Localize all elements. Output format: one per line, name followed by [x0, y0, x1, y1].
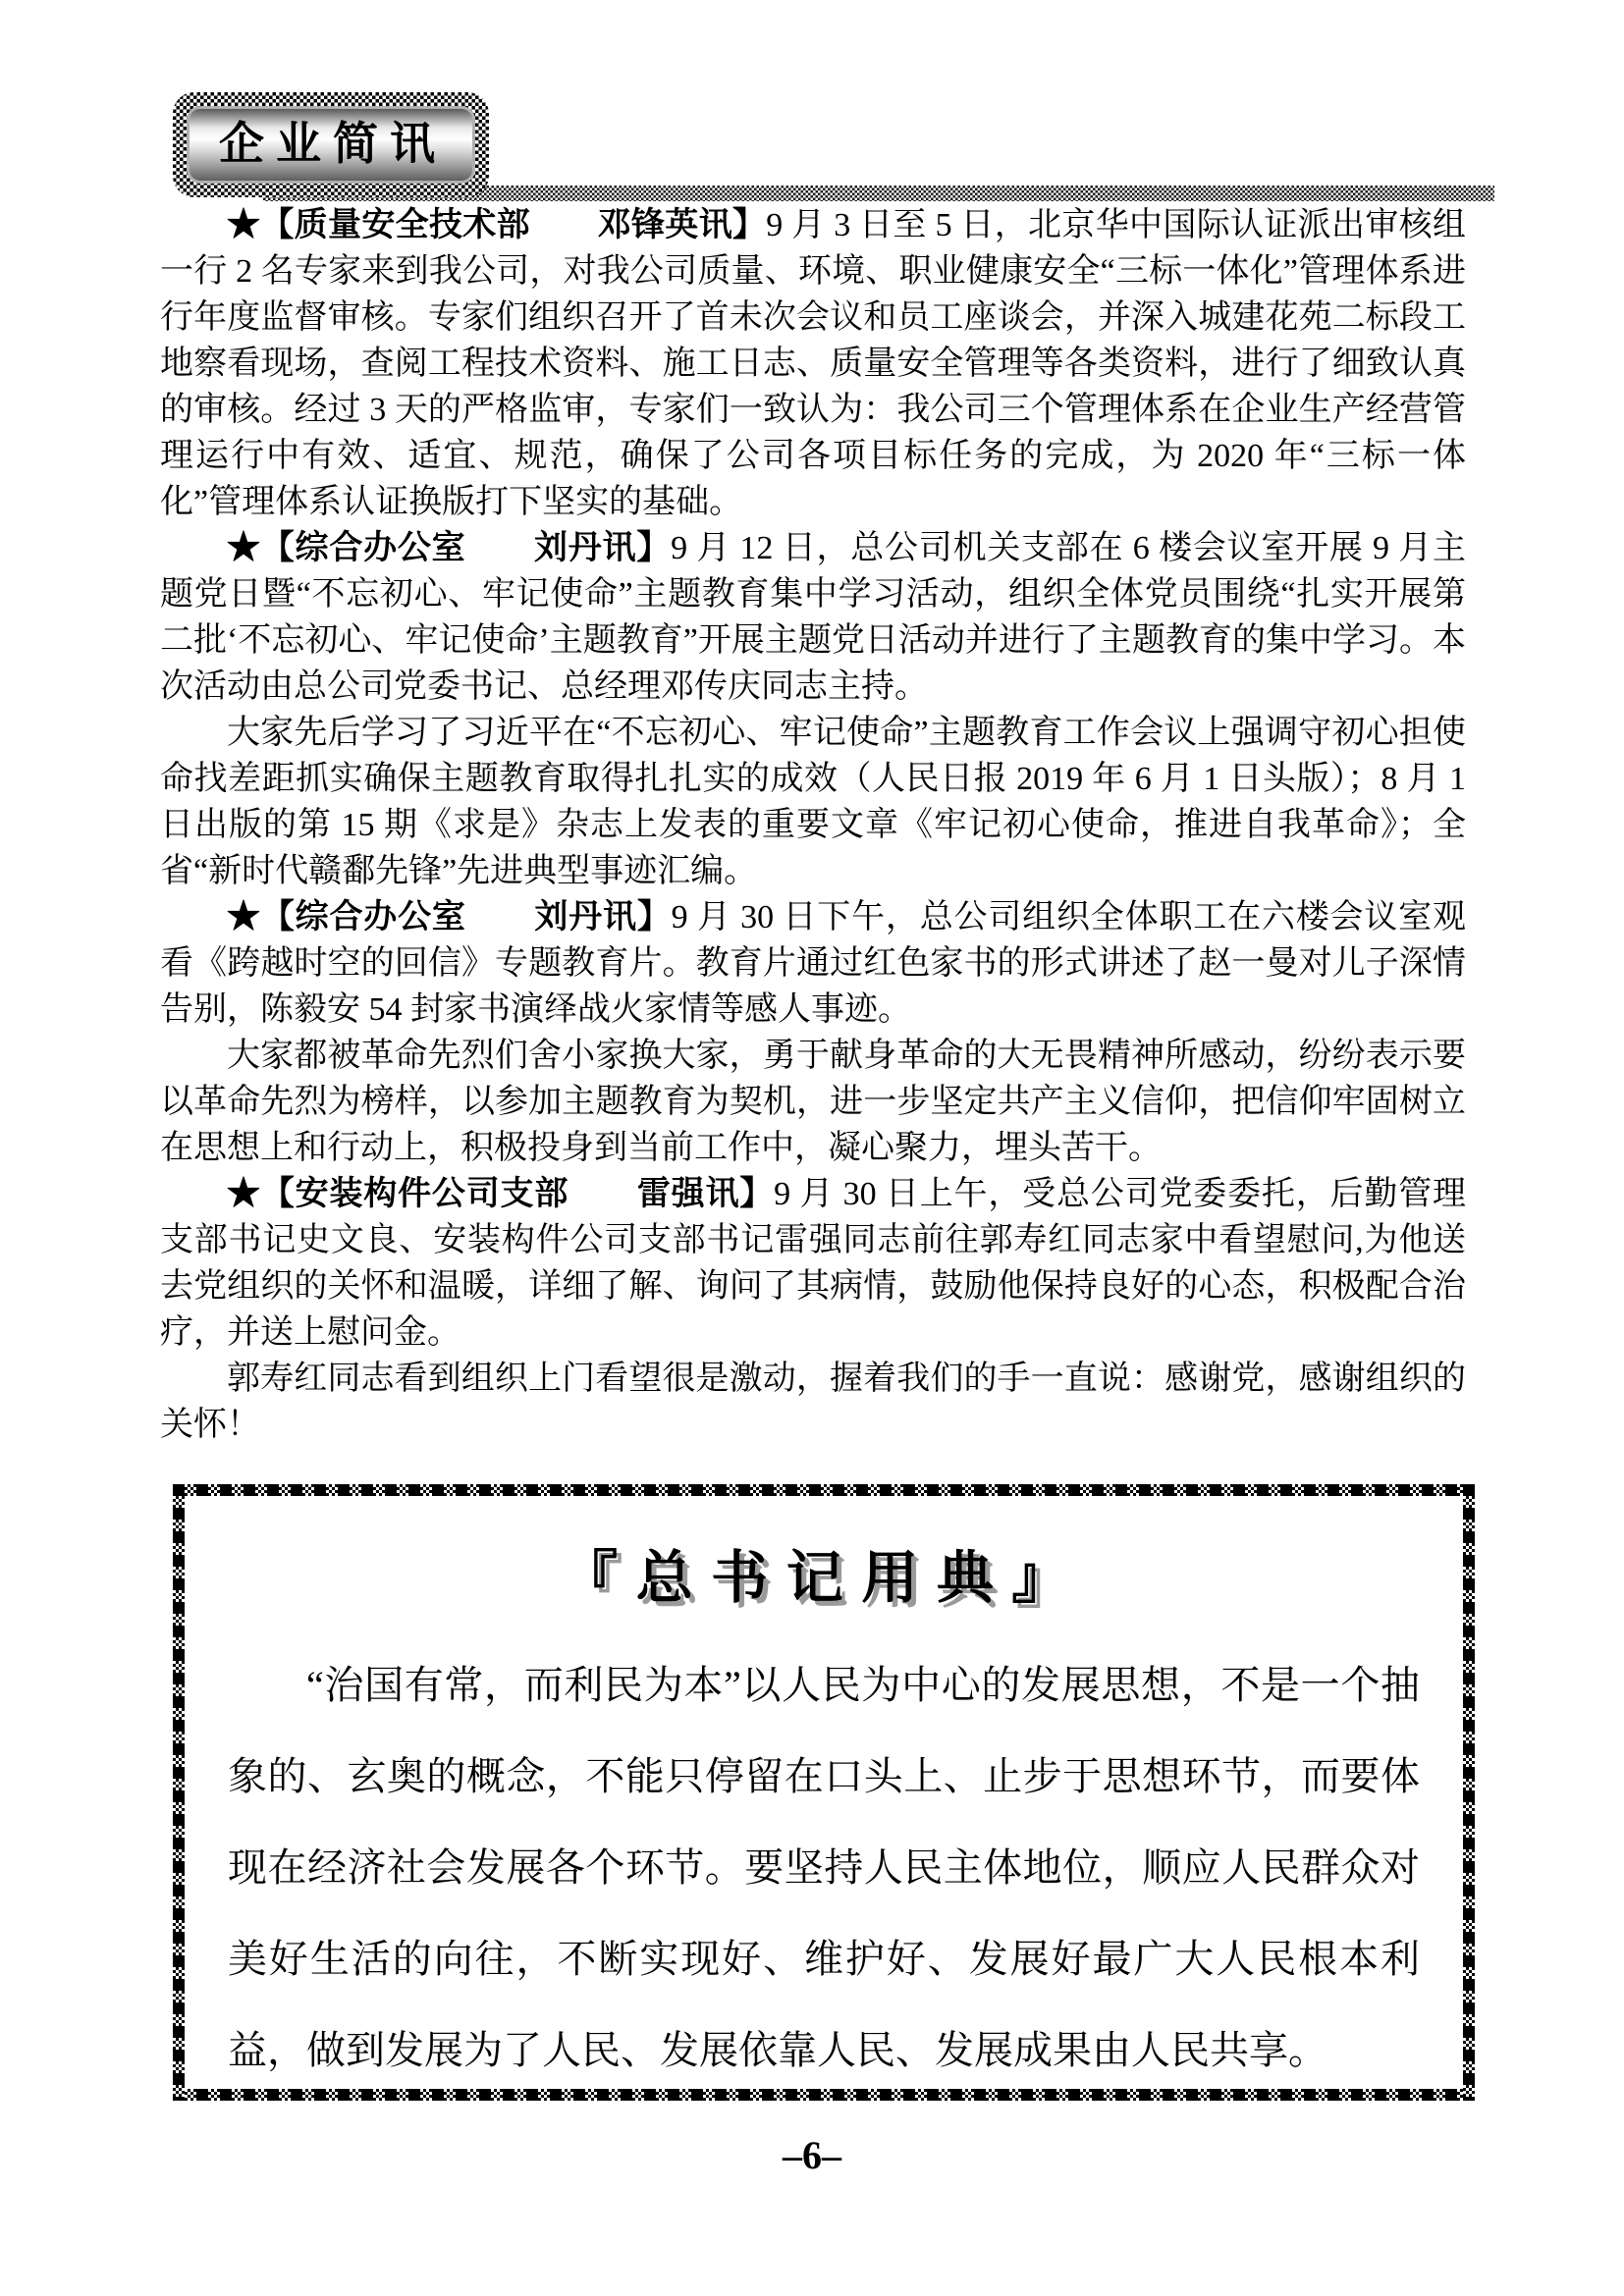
page-header: [0, 0, 1624, 216]
section-badge: [173, 92, 489, 197]
news-text: 郭寿红同志看到组织上门看望很是激动，握着我们的手一直说：感谢党，感谢组织的关怀！: [160, 1361, 1466, 1443]
quote-box: [173, 1484, 1475, 2101]
section-badge-label: 企业简讯: [219, 118, 447, 169]
news-heading: ★【安装构件公司支部 雷强讯】: [227, 1175, 775, 1212]
quote-box-text: “治国有常，而利民为本”以人民为中心的发展思想，不是一个抽象的、玄奥的概念，不能只停留在口头上、止步于思想环节，而要体现在经济社会发展各个环节。要坚持人民主体地位，顺应人民群众对美好生活的向往，不断实现好、维护好、发展好最广大人民根本利益，做到发展为了人民、发展依靠人民、发展成果由人民共享。: [228, 1663, 1420, 2072]
quote-box-content: [185, 1496, 1463, 2089]
news-text: 9 月 12 日，总公司机关支部在 6 楼会议室开展 9 月主题党日暨“不忘初心、牢记使命”主题教育集中学习活动，组织全体党员围绕“扎实开展第二批‘不忘初心、牢记使命’主题教育”开展主题党日活动并进行了主题教育的集中学习。本次活动由总公司党委书记、总经理邓传庆同志主持。: [160, 530, 1467, 705]
quote-box-title: 『总书记用典』: [561, 1546, 1087, 1610]
news-paragraph: [160, 202, 1466, 525]
news-paragraph: [160, 525, 1466, 710]
news-paragraph: [160, 1356, 1466, 1448]
quote-box-border-top: [173, 1484, 1475, 1496]
news-text: 大家都被革命先烈们舍小家换大家，勇于献身革命的大无畏精神所感动，纷纷表示要以革命先烈为榜样，以参加主题教育为契机，进一步坚定共产主义信仰，把信仰牢固树立在思想上和行动上，积极投身到当前工作中，凝心聚力，埋头苦干。: [160, 1038, 1466, 1166]
news-text: 大家先后学习了习近平在“不忘初心、牢记使命”主题教育工作会议上强调守初心担使命找差距抓实确保主题教育取得扎扎实的成效（人民日报 2019 年 6 月 1 日头版）；8 月 1 日出版的第 15 期《求是》杂志上发表的重要文章《牢记初心使命，推进自我革命》；全省“新时代赣鄱先锋”先进典型事迹汇编。: [160, 715, 1466, 889]
news-heading: ★【质量安全技术部 邓锋英讯】: [227, 206, 767, 243]
news-paragraph: [160, 1171, 1466, 1356]
quote-box-border-bottom: [173, 2089, 1475, 2101]
section-badge-plate: [187, 106, 475, 184]
news-paragraph: [160, 710, 1466, 894]
quote-box-border-right: [1463, 1484, 1475, 2101]
page-number: –6–: [783, 2133, 841, 2177]
quote-box-border-left: [173, 1484, 185, 2101]
news-paragraph: [160, 1033, 1466, 1171]
news-text: 9 月 30 日下午，总公司组织全体职工在六楼会议室观看《跨越时空的回信》专题教育片。教育片通过红色家书的形式讲述了赵一曼对儿子深情告别，陈毅安 54 封家书演绎战火家情等感人事迹。: [160, 899, 1467, 1028]
news-body: [160, 202, 1466, 1448]
news-text: 9 月 3 日至 5 日，北京华中国际认证派出审核组一行 2 名专家来到我公司，对我公司质量、环境、职业健康安全“三标一体化”管理体系进行年度监督审核。专家们组织召开了首未次会议和员工座谈会，并深入城建花苑二标段工地察看现场，查阅工程技术资料、施工日志、质量安全管理等各类资料，进行了细致认真的审核。经过 3 天的严格监审，专家们一致认为：我公司三个管理体系在企业生产经营管理运行中有效、适宜、规范，确保了公司各项目标任务的完成，为 2020 年“三标一体化”管理体系认证换版打下坚实的基础。: [160, 207, 1467, 520]
news-text: 9 月 30 日上午，受总公司党委委托，后勤管理支部书记史文良、安装构件公司支部书记雷强同志前往郭寿红同志家中看望慰问,为他送去党组织的关怀和温暖，详细了解、询问了其病情，鼓励他保持良好的心态，积极配合治疗，并送上慰问金。: [160, 1176, 1467, 1351]
news-heading: ★【综合办公室 刘丹讯】: [227, 529, 672, 566]
news-heading: ★【综合办公室 刘丹讯】: [227, 898, 672, 935]
news-paragraph: [160, 894, 1466, 1033]
